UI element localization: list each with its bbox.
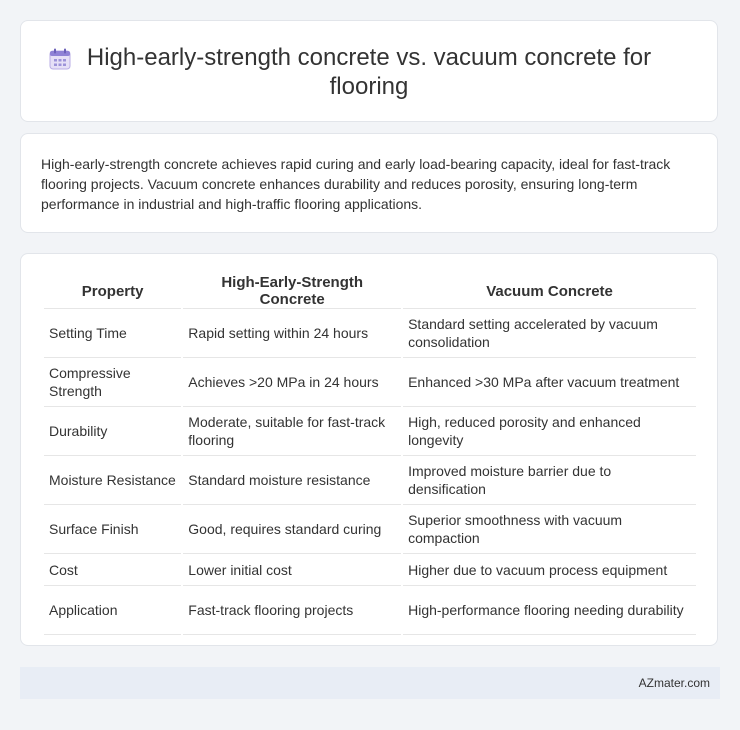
comparison-table	[42, 274, 698, 635]
vacuum-cell: Improved moisture barrier due to densification	[403, 456, 696, 505]
high-early-cell: Moderate, suitable for fast-track flooring	[183, 407, 401, 456]
vacuum-cell: Enhanced >30 MPa after vacuum treatment	[403, 358, 696, 407]
property-cell: Setting Time	[44, 309, 181, 358]
table-row	[44, 505, 696, 554]
footer-bar	[20, 667, 720, 699]
table-row	[44, 554, 696, 586]
vacuum-cell: Superior smoothness with vacuum compaction	[403, 505, 696, 554]
page-title: High-early-strength concrete vs. vacuum concrete for flooring	[86, 44, 652, 100]
high-early-cell: Standard moisture resistance	[183, 456, 401, 505]
title-card	[20, 20, 718, 122]
property-cell: Compressive Strength	[44, 358, 181, 407]
vacuum-cell: Higher due to vacuum process equipment	[403, 554, 696, 586]
high-early-cell: Good, requires standard curing	[183, 505, 401, 554]
table-row	[44, 358, 696, 407]
column-header-vacuum: Vacuum Concrete	[403, 274, 696, 309]
property-cell: Cost	[44, 554, 181, 586]
comparison-card	[20, 253, 718, 646]
property-cell: Surface Finish	[44, 505, 181, 554]
vacuum-cell: High, reduced porosity and enhanced longevity	[403, 407, 696, 456]
table-row	[44, 586, 696, 635]
table-header-row	[44, 274, 696, 309]
table-row	[44, 456, 696, 505]
high-early-cell: Fast-track flooring projects	[183, 586, 401, 635]
description-text: High-early-strength concrete achieves rapid curing and early load-bearing capacity, ideal for fast-track flooring projects. Vacuum concrete enhances durability and reduces porosity, ensuring long-term performance in industrial and high-traffic flooring applications.	[41, 156, 671, 212]
property-cell: Moisture Resistance	[44, 456, 181, 505]
table-row	[44, 309, 696, 358]
high-early-cell: Achieves >20 MPa in 24 hours	[183, 358, 401, 407]
high-early-cell: Lower initial cost	[183, 554, 401, 586]
column-header-property: Property	[44, 274, 181, 309]
vacuum-cell: High-performance flooring needing durability	[403, 586, 696, 635]
description-card	[20, 133, 718, 233]
site-credit[interactable]: AZmater.com	[638, 676, 710, 690]
table-row	[44, 407, 696, 456]
column-header-high-early: High-Early-Strength Concrete	[183, 274, 401, 309]
property-cell: Application	[44, 586, 181, 635]
property-cell: Durability	[44, 407, 181, 456]
vacuum-cell: Standard setting accelerated by vacuum consolidation	[403, 309, 696, 358]
high-early-cell: Rapid setting within 24 hours	[183, 309, 401, 358]
